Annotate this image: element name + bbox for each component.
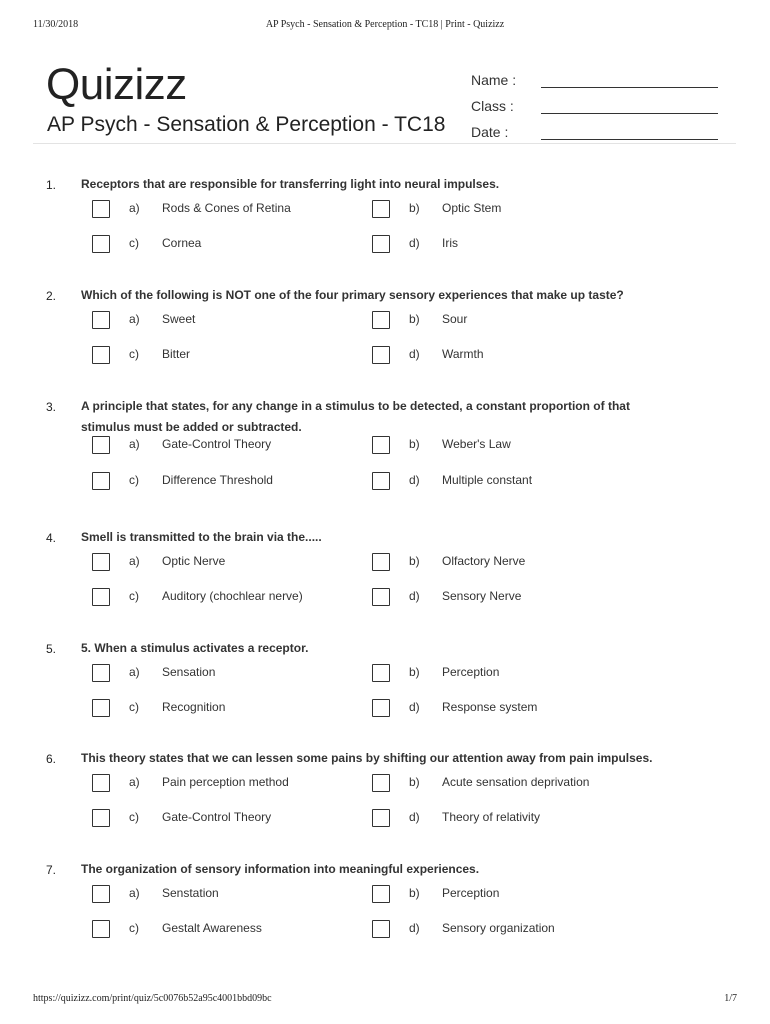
- option-letter: a): [129, 886, 140, 900]
- option-letter: c): [129, 700, 139, 714]
- class-field[interactable]: [541, 113, 718, 114]
- option-letter: a): [129, 201, 140, 215]
- option-text: Auditory (chochlear nerve): [162, 589, 303, 603]
- question-number: 6.: [46, 752, 57, 766]
- option-text: Senstation: [162, 886, 219, 900]
- option-text: Optic Nerve: [162, 554, 226, 568]
- option-letter: c): [129, 921, 139, 935]
- option-text: Theory of relativity: [442, 810, 541, 824]
- question-number: 3.: [46, 400, 57, 414]
- option-text: Gestalt Awareness: [162, 921, 262, 935]
- option-text: Sensory organization: [442, 921, 555, 935]
- answer-checkbox[interactable]: [372, 809, 390, 827]
- answer-checkbox[interactable]: [92, 664, 110, 682]
- name-label: Name :: [471, 72, 517, 88]
- option-letter: b): [409, 312, 420, 326]
- option-text: Perception: [442, 886, 500, 900]
- answer-checkbox[interactable]: [92, 346, 110, 364]
- question-text: The organization of sensory information into meaningful experiences.: [81, 862, 480, 876]
- option-letter: c): [129, 589, 139, 603]
- option-text: Pain perception method: [162, 775, 289, 789]
- answer-checkbox[interactable]: [92, 553, 110, 571]
- option-text: Weber's Law: [442, 437, 511, 451]
- option-text: Difference Threshold: [162, 473, 273, 487]
- option-text: Cornea: [162, 236, 202, 250]
- answer-checkbox[interactable]: [372, 920, 390, 938]
- question-number: 4.: [46, 531, 57, 545]
- option-text: Gate-Control Theory: [162, 437, 272, 451]
- option-letter: a): [129, 437, 140, 451]
- answer-checkbox[interactable]: [92, 809, 110, 827]
- answer-checkbox[interactable]: [372, 346, 390, 364]
- option-text: Optic Stem: [442, 201, 502, 215]
- option-letter: b): [409, 437, 420, 451]
- option-text: Sensory Nerve: [442, 589, 522, 603]
- option-letter: d): [409, 810, 420, 824]
- option-letter: b): [409, 554, 420, 568]
- option-letter: d): [409, 589, 420, 603]
- option-letter: a): [129, 554, 140, 568]
- option-text: Gate-Control Theory: [162, 810, 272, 824]
- answer-checkbox[interactable]: [92, 472, 110, 490]
- date-label: Date :: [471, 124, 509, 140]
- answer-checkbox[interactable]: [372, 553, 390, 571]
- answer-checkbox[interactable]: [372, 774, 390, 792]
- question-text: This theory states that we can lessen some pains by shifting our attention away from pain impulses.: [81, 751, 653, 765]
- option-letter: c): [129, 236, 139, 250]
- print-date: 11/30/2018: [33, 19, 79, 30]
- answer-checkbox[interactable]: [372, 235, 390, 253]
- option-letter: c): [129, 810, 139, 824]
- answer-checkbox[interactable]: [372, 885, 390, 903]
- question-number: 7.: [46, 863, 57, 877]
- question-number: 2.: [46, 289, 57, 303]
- option-text: Sour: [442, 312, 468, 326]
- answer-checkbox[interactable]: [92, 920, 110, 938]
- option-letter: a): [129, 312, 140, 326]
- answer-checkbox[interactable]: [92, 774, 110, 792]
- answer-checkbox[interactable]: [92, 436, 110, 454]
- question-text: 5. When a stimulus activates a receptor.: [81, 641, 309, 655]
- date-field[interactable]: [541, 139, 718, 140]
- quizizz-logo: Quizizz: [46, 60, 187, 109]
- answer-checkbox[interactable]: [372, 311, 390, 329]
- option-letter: d): [409, 347, 420, 361]
- quiz-title: AP Psych - Sensation & Perception - TC18: [47, 113, 446, 136]
- answer-checkbox[interactable]: [92, 235, 110, 253]
- print-url: https://quizizz.com/print/quiz/5c0076b52a95c4001bbd09bc: [33, 993, 272, 1004]
- option-letter: c): [129, 347, 139, 361]
- answer-checkbox[interactable]: [92, 699, 110, 717]
- question-text: Smell is transmitted to the brain via the.....: [81, 530, 322, 544]
- option-letter: a): [129, 775, 140, 789]
- option-text: Rods & Cones of Retina: [162, 201, 291, 215]
- question-text: Which of the following is NOT one of the four primary sensory experiences that make up taste?: [81, 288, 624, 302]
- option-letter: d): [409, 921, 420, 935]
- option-letter: d): [409, 700, 420, 714]
- option-text: Iris: [442, 236, 458, 250]
- option-text: Perception: [442, 665, 500, 679]
- option-letter: a): [129, 665, 140, 679]
- answer-checkbox[interactable]: [372, 200, 390, 218]
- option-text: Sensation: [162, 665, 216, 679]
- option-text: Olfactory Nerve: [442, 554, 526, 568]
- option-letter: d): [409, 236, 420, 250]
- option-text: Sweet: [162, 312, 196, 326]
- answer-checkbox[interactable]: [372, 436, 390, 454]
- print-header-title: AP Psych - Sensation & Perception - TC18 | Print - Quizizz: [265, 19, 505, 30]
- option-letter: c): [129, 473, 139, 487]
- question-number: 5.: [46, 642, 57, 656]
- class-label: Class :: [471, 98, 514, 114]
- question-text: A principle that states, for any change in a stimulus to be detected, a constant proportion of that stimulus must be added or subtracted.: [81, 399, 630, 434]
- question-number: 1.: [46, 178, 57, 192]
- answer-checkbox[interactable]: [92, 200, 110, 218]
- answer-checkbox[interactable]: [372, 664, 390, 682]
- option-letter: b): [409, 886, 420, 900]
- option-text: Response system: [442, 700, 538, 714]
- option-letter: d): [409, 473, 420, 487]
- answer-checkbox[interactable]: [92, 588, 110, 606]
- option-text: Recognition: [162, 700, 226, 714]
- option-letter: b): [409, 775, 420, 789]
- page-number: 1/7: [724, 993, 737, 1004]
- header-divider: [33, 143, 736, 144]
- answer-checkbox[interactable]: [372, 699, 390, 717]
- option-letter: b): [409, 201, 420, 215]
- name-field[interactable]: [541, 87, 718, 88]
- answer-checkbox[interactable]: [92, 311, 110, 329]
- option-text: Acute sensation deprivation: [442, 775, 590, 789]
- option-text: Multiple constant: [442, 473, 533, 487]
- question-text: Receptors that are responsible for transferring light into neural impulses.: [81, 177, 500, 191]
- answer-checkbox[interactable]: [372, 472, 390, 490]
- option-text: Bitter: [162, 347, 191, 361]
- option-text: Warmth: [442, 347, 484, 361]
- option-letter: b): [409, 665, 420, 679]
- answer-checkbox[interactable]: [372, 588, 390, 606]
- answer-checkbox[interactable]: [92, 885, 110, 903]
